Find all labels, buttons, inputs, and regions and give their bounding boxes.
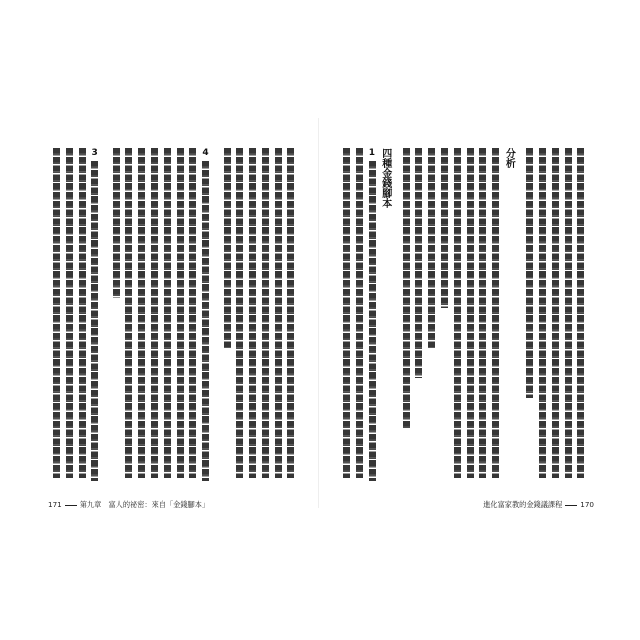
left-page-number: 171	[48, 500, 62, 509]
text-column	[124, 148, 134, 484]
section-heading: 分析	[503, 148, 515, 168]
paragraph-gap	[516, 148, 522, 484]
text-line	[138, 148, 145, 478]
text-column	[414, 148, 424, 484]
text-column	[235, 148, 245, 484]
text-line	[369, 161, 376, 481]
text-column	[341, 148, 351, 484]
right-page-footer	[483, 500, 594, 510]
text-line	[467, 148, 474, 478]
text-line	[91, 161, 98, 481]
text-column	[48, 148, 49, 484]
text-line	[539, 148, 546, 478]
text-line	[343, 148, 350, 478]
text-column	[491, 148, 501, 484]
text-line	[492, 148, 499, 478]
left-page-body	[48, 148, 296, 484]
right-page-body	[340, 148, 586, 484]
text-column	[576, 148, 586, 484]
text-line	[236, 148, 243, 478]
text-column	[137, 148, 147, 484]
text-column	[537, 148, 547, 484]
text-column	[401, 148, 411, 484]
footer-dash	[565, 505, 577, 506]
right-running-head: 進化富家教的金錢議課程	[483, 500, 563, 509]
text-line	[79, 148, 86, 478]
text-line	[164, 148, 171, 478]
text-column	[77, 148, 87, 484]
paragraph-gap	[392, 148, 398, 484]
text-line	[189, 148, 196, 478]
text-line	[66, 148, 73, 478]
text-line	[151, 148, 158, 478]
numbered-item-column	[201, 148, 211, 484]
text-column	[452, 148, 462, 484]
section-number: 4	[202, 148, 209, 158]
text-column	[439, 148, 449, 484]
text-column	[260, 148, 270, 484]
text-line	[249, 148, 256, 478]
text-column	[273, 148, 283, 484]
text-column	[149, 148, 159, 484]
text-column	[222, 148, 232, 484]
text-column	[247, 148, 257, 484]
text-column	[286, 148, 296, 484]
text-line	[113, 148, 120, 298]
text-column	[525, 148, 535, 484]
text-line	[224, 148, 231, 348]
paragraph-gap	[102, 148, 108, 484]
text-line	[262, 148, 269, 478]
section-number: 1	[368, 148, 376, 158]
text-column	[175, 148, 185, 484]
text-line	[428, 148, 435, 348]
text-column	[51, 148, 61, 484]
text-line	[356, 148, 363, 478]
text-line	[526, 148, 533, 398]
text-line	[125, 148, 132, 478]
text-line	[577, 148, 584, 478]
text-column	[354, 148, 364, 484]
text-line	[415, 148, 422, 378]
section-number: 3	[91, 148, 98, 158]
numbered-item-column	[367, 148, 377, 484]
left-page-columns	[48, 148, 296, 484]
right-page	[320, 0, 640, 640]
left-running-head: 第九章 富人的祕密：來自「金錢腳本」	[79, 500, 210, 509]
text-line	[565, 148, 572, 478]
text-column	[427, 148, 437, 484]
text-column	[162, 148, 172, 484]
text-column	[64, 148, 74, 484]
text-line	[403, 148, 410, 428]
text-line	[53, 148, 60, 478]
section-heading: 四種金錢腳本	[379, 148, 391, 208]
text-line	[479, 148, 486, 478]
right-page-number: 170	[580, 500, 594, 509]
text-line	[275, 148, 282, 478]
text-line	[287, 148, 294, 478]
text-line	[552, 148, 559, 478]
paragraph-gap	[213, 148, 219, 484]
text-column	[563, 148, 573, 484]
left-page-footer	[48, 500, 209, 510]
text-column	[188, 148, 198, 484]
heading-column	[380, 148, 390, 484]
text-line	[202, 161, 209, 481]
heading-column	[503, 148, 513, 484]
text-line	[177, 148, 184, 478]
text-column	[465, 148, 475, 484]
text-line	[441, 148, 448, 308]
right-page-columns	[340, 148, 586, 484]
text-column	[478, 148, 488, 484]
text-column	[111, 148, 121, 484]
text-line	[454, 148, 461, 478]
text-column	[550, 148, 560, 484]
numbered-item-column	[90, 148, 100, 484]
footer-dash	[65, 505, 77, 506]
